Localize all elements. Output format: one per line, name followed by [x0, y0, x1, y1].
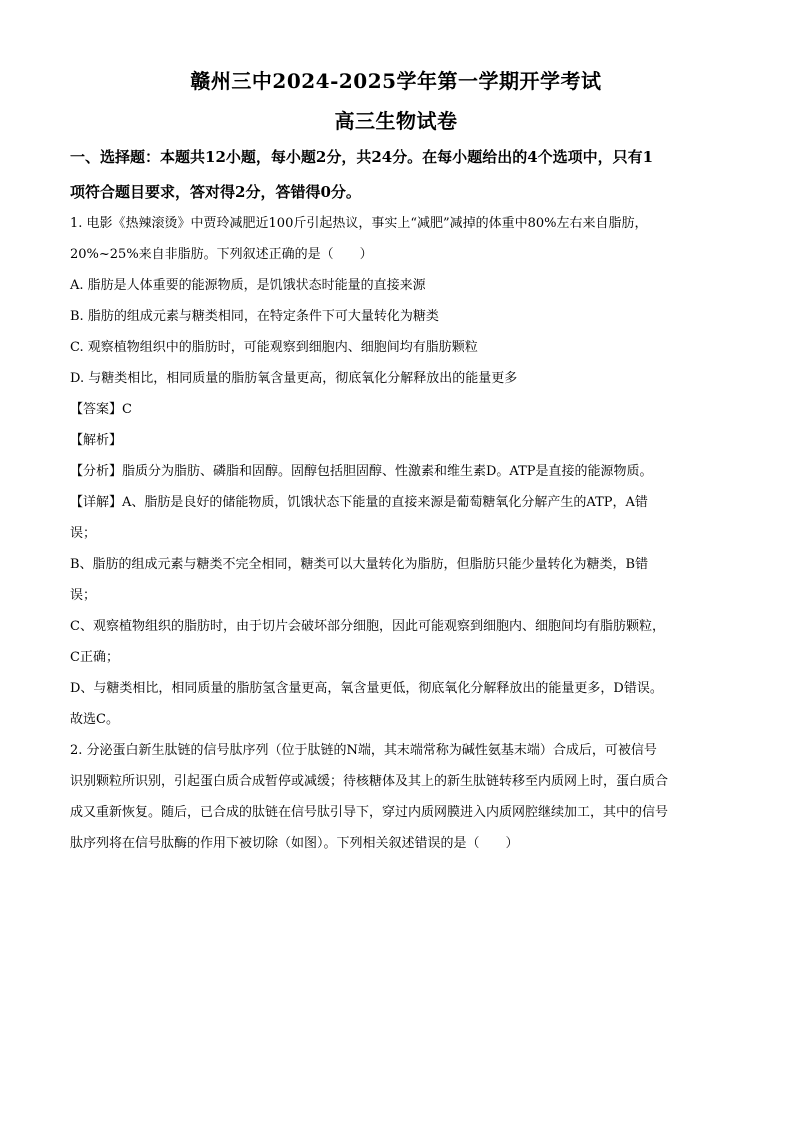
q1-b-line-2: 误；	[70, 588, 97, 603]
q1-c-line-1: C、观察植物组织的脂肪时，由于切片会破坏部分细胞，因此可能观察到细胞内、细胞间均有脂肪颗粒，	[70, 619, 665, 634]
q1-b-line-1: B、脂肪的组成元素与糖类不完全相同，糖类可以大量转化为脂肪，但脂肪只能少量转化为糖类，B错	[70, 557, 649, 572]
document-page	[70, 62, 722, 859]
section-line-2: 项符合题目要求，答对得2分，答错得0分。	[70, 183, 361, 201]
q1-fenxi: 【分析】脂质分为脂肪、磷脂和固醇。固醇包括胆固醇、性激素和维生素D。ATP是直接的能源物质。	[70, 464, 653, 479]
q1-xiangjie-line-1: 【详解】A、脂肪是良好的储能物质，饥饿状态下能量的直接来源是葡萄糖氧化分解产生的ATP，A错	[70, 495, 648, 510]
q1-xiangjie-line-2: 误；	[70, 526, 97, 541]
q2-line-3: 成又重新恢复。随后，已合成的肽链在信号肽引导下，穿过内质网膜进入内质网腔继续加工，其中的信号	[70, 805, 669, 820]
q1-d-line: D、与糖类相比，相同质量的脂肪氢含量更高，氧含量更低，彻底氧化分解释放出的能量更多，D错误。	[70, 681, 663, 696]
section-choice-header	[70, 142, 722, 208]
q1-analysis-tag: 【解析】	[70, 433, 123, 448]
q2-line-2: 识别颗粒所识别，引起蛋白质合成暂停或减缓；待核糖体及其上的新生肽链转移至内质网上时，蛋白质合	[70, 774, 669, 789]
q1-option-a: A. 脂肪是人体重要的能源物质，是饥饿状态时能量的直接来源	[70, 278, 426, 293]
q1-conclusion: 故选C。	[70, 712, 119, 727]
q1-option-b: B. 脂肪的组成元素与糖类相同，在特定条件下可大量转化为糖类	[70, 309, 439, 324]
q2-line-4: 肽序列将在信号肽酶的作用下被切除（如图）。下列相关叙述错误的是（ ）	[70, 836, 519, 851]
q1-stem-line-1: 1. 电影《热辣滚烫》中贾玲减肥近100斤引起热议，事实上“减肥”减掉的体重中80%左右来自脂肪，	[70, 216, 648, 231]
q1-option-d: D. 与糖类相比，相同质量的脂肪氧含量更高，彻底氧化分解释放出的能量更多	[70, 371, 518, 386]
q1-answer: 【答案】C	[70, 402, 132, 417]
question-2	[70, 735, 722, 859]
q2-line-1: 2. 分泌蛋白新生肽链的信号肽序列（位于肽链的N端，其末端常称为碱性氨基末端）合成后，可被信号	[70, 743, 657, 758]
q1-c-line-2: C正确；	[70, 650, 119, 665]
exam-subtitle: 高三生物试卷	[334, 109, 458, 133]
q1-stem-line-2: 20%~25%来自非脂肪。下列叙述正确的是（ ）	[70, 247, 373, 262]
exam-title: 赣州三中2024-2025学年第一学期开学考试	[190, 69, 602, 93]
section-line-1: 一、选择题：本题共12小题，每小题2分，共24分。在每小题给出的4个选项中，只有1	[70, 148, 654, 166]
question-1	[70, 208, 722, 735]
q1-option-c: C. 观察植物组织中的脂肪时，可能观察到细胞内、细胞间均有脂肪颗粒	[70, 340, 478, 355]
